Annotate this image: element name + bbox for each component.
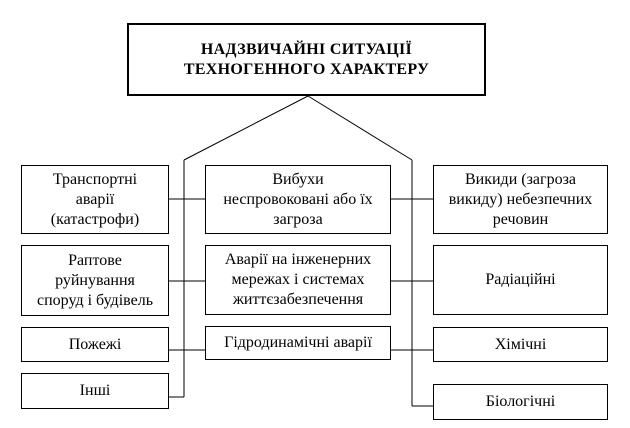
node-hydrodynamic-accidents <box>205 326 391 360</box>
node-text-line: Хімічні <box>494 335 547 353</box>
connector-title-left <box>184 96 308 160</box>
node-utility-accidents <box>205 245 391 315</box>
title-line-1: НАДЗВИЧАЙНІ СИТУАЦІЇ <box>200 40 413 58</box>
node-transport-accidents <box>21 165 169 234</box>
node-biological <box>433 384 608 420</box>
node-text-line: Викиди (загроза <box>464 170 576 188</box>
node-text-line: Транспортні <box>52 170 138 188</box>
node-hazardous-releases <box>433 165 608 234</box>
node-others <box>21 373 169 409</box>
node-text-line: Інші <box>79 382 111 399</box>
diagram-title-box <box>127 23 486 96</box>
node-text-line: споруд і будівель <box>37 291 153 309</box>
node-text-line: мережах і системах <box>231 271 365 288</box>
node-text-line: Біологічні <box>485 393 556 410</box>
node-text-line: Гідродинамічні аварії <box>224 334 372 351</box>
node-text-line: неспровоковані або їх <box>223 190 373 208</box>
node-text-line: Радіаційні <box>485 271 556 288</box>
node-text-line: Пожежі <box>68 335 122 353</box>
node-text-line: руйнування <box>55 271 135 289</box>
node-text-line: Вибухи <box>272 170 324 188</box>
title-line-2: ТЕХНОГЕННОГО ХАРАКТЕРУ <box>183 60 430 78</box>
node-sudden-collapse <box>21 245 169 316</box>
node-text-line: викиду) небезпечних <box>448 190 593 208</box>
connector-title-right <box>308 96 412 160</box>
node-fires <box>21 327 169 362</box>
node-text-line: загроза <box>273 210 323 228</box>
node-chemical <box>433 327 608 362</box>
node-text-line: Раптове <box>68 251 122 269</box>
node-text-line: життєзабезпечення <box>232 291 364 308</box>
node-explosions <box>205 165 391 234</box>
node-text-line: Аварії на інженерних <box>224 251 372 268</box>
node-text-line: аварії <box>75 190 115 208</box>
node-text-line: речовин <box>492 210 549 228</box>
node-text-line: (катастрофи) <box>50 210 140 228</box>
node-radiation <box>433 245 608 315</box>
